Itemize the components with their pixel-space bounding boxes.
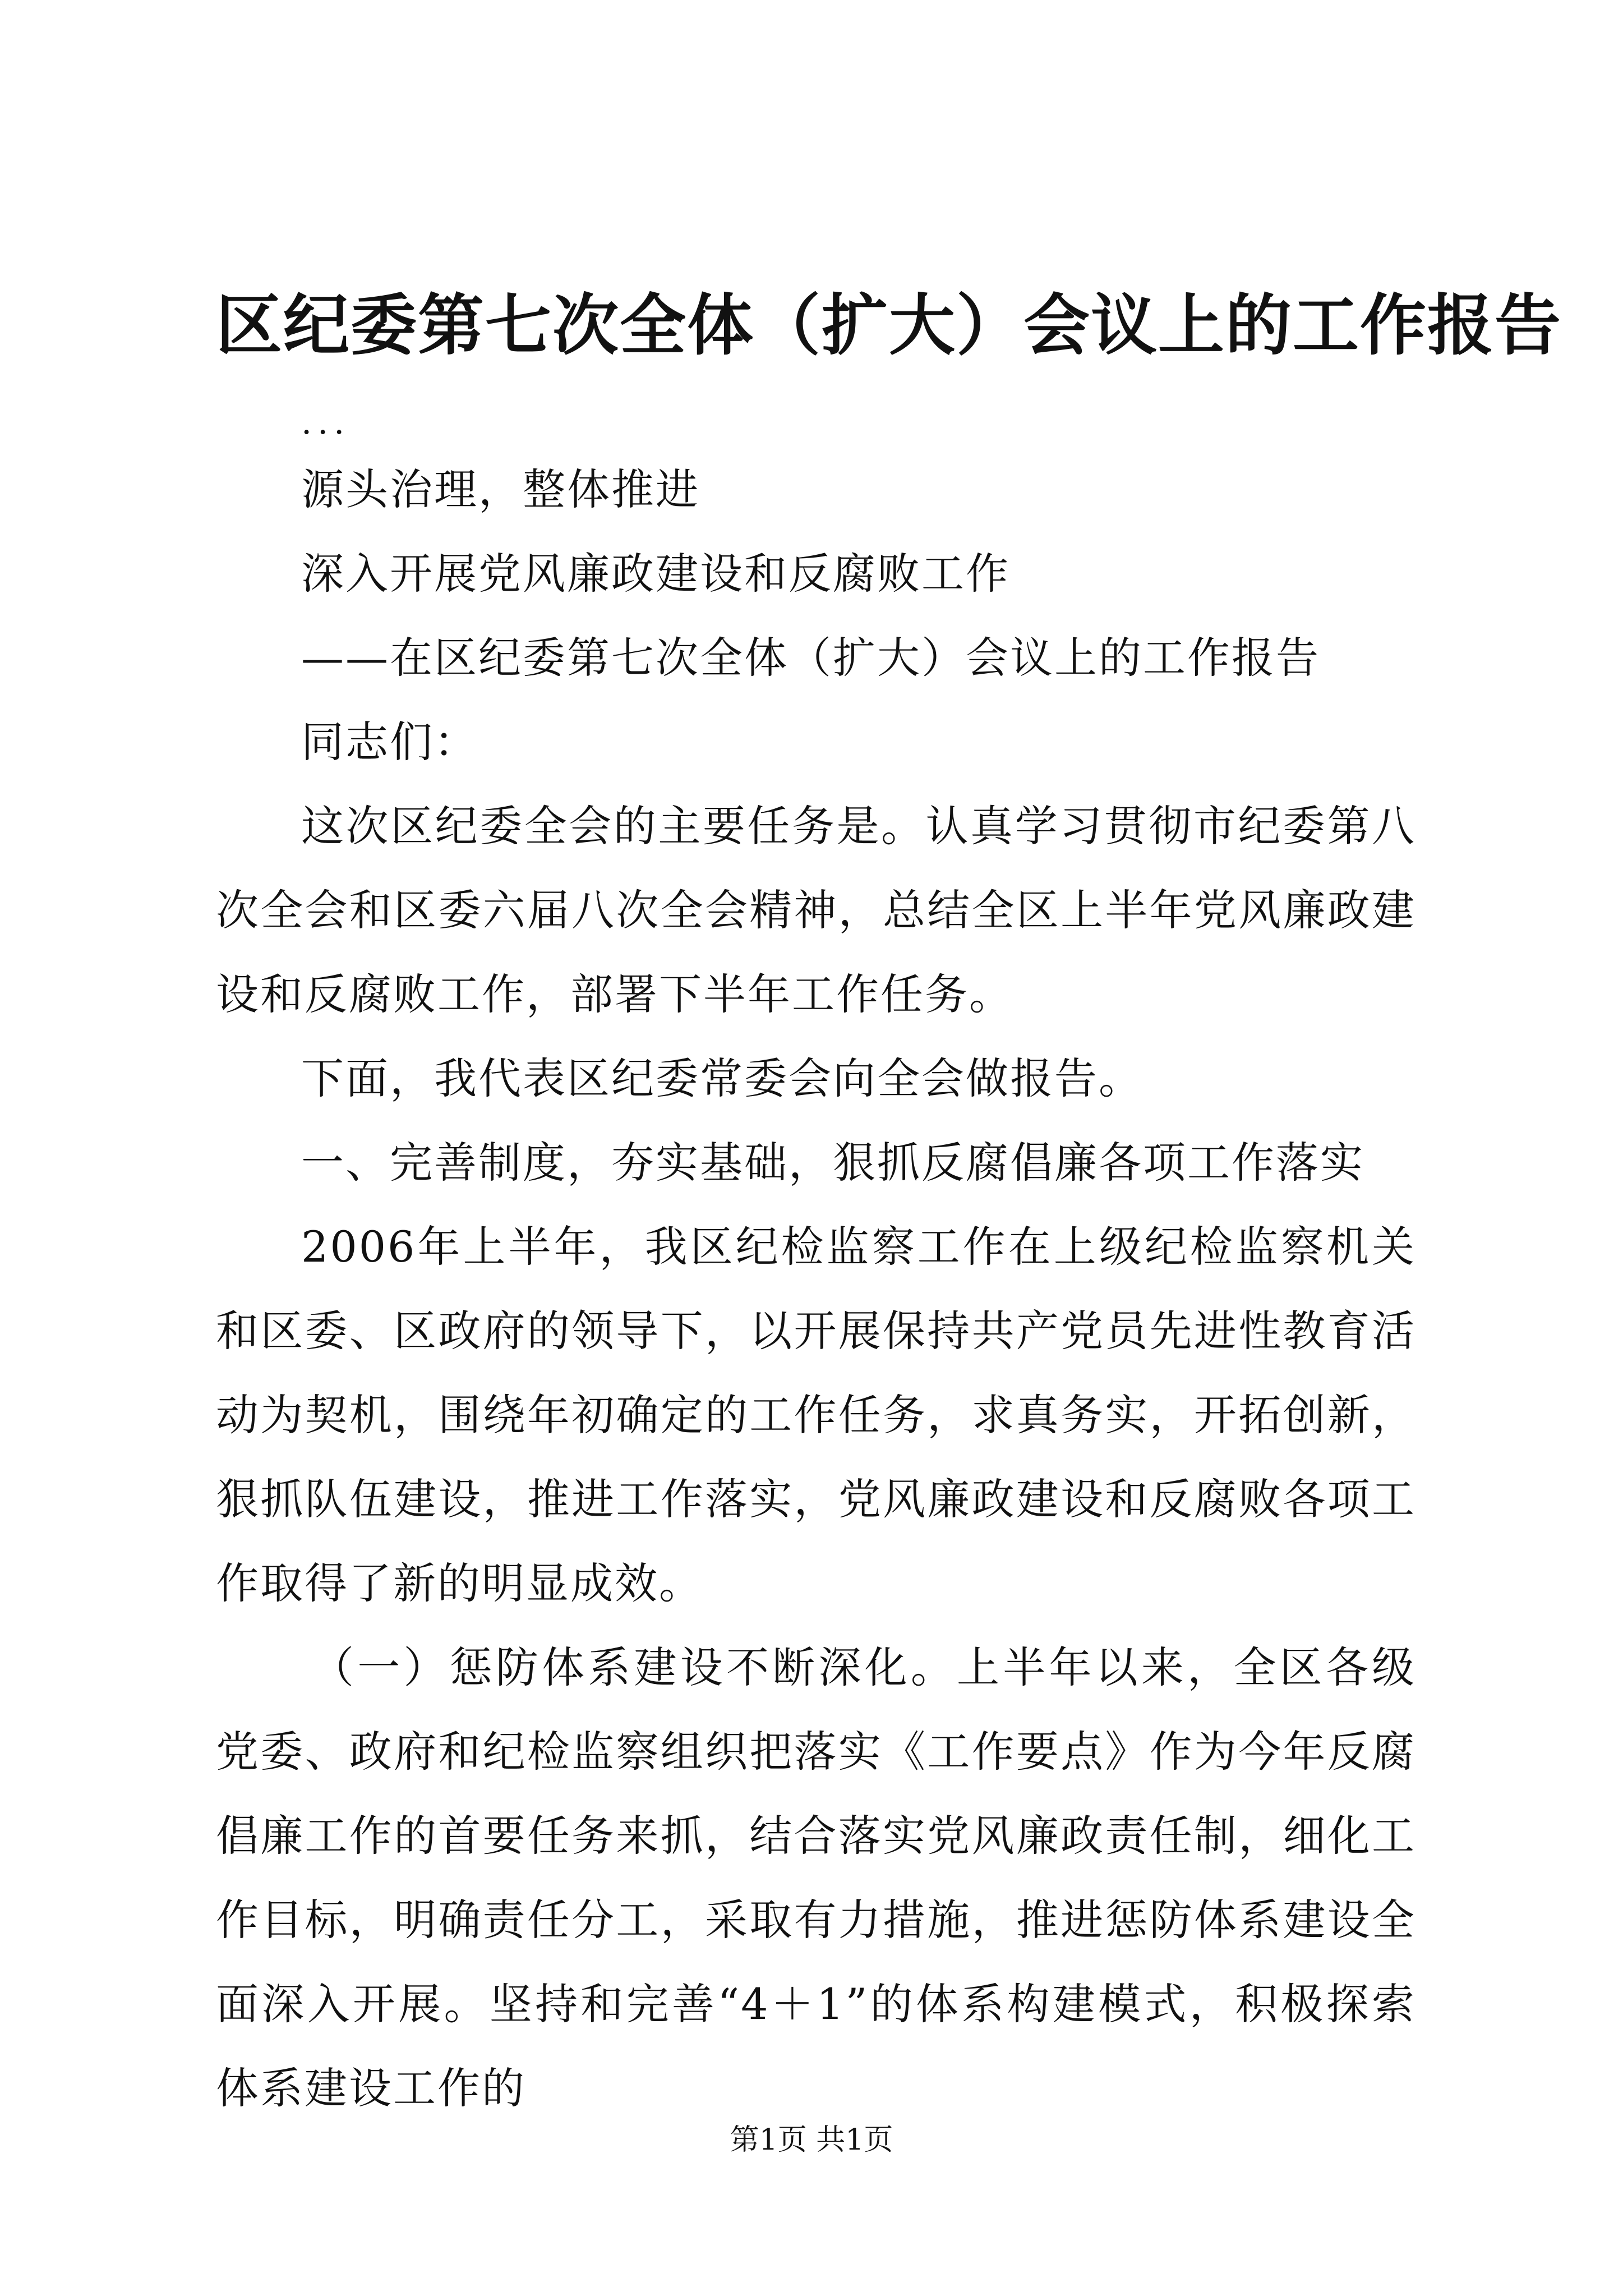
- ellipsis-line: ...: [301, 403, 351, 442]
- paragraph-subtitle-3: ——在区纪委第七次全体（扩大）会议上的工作报告: [301, 633, 1320, 683]
- section-heading: 一、完善制度，夯实基础，狠抓反腐倡廉各项工作落实: [301, 1138, 1364, 1188]
- paragraph-body: 下面，我代表区纪委常委会向全会做报告。: [301, 1053, 1143, 1103]
- paragraph-salutation: 同志们：: [301, 717, 478, 767]
- paragraph-subtitle-2: 深入开展党风廉政建设和反腐败工作: [301, 549, 1010, 599]
- paragraph-subtitle-1: 源头治理，整体推进: [301, 464, 700, 514]
- paragraph-body: 2006年上半年，我区纪检监察工作在上级纪检监察机关和区委、区政府的领导下，以开展保持共产党员先进性教育活动为契机，围绕年初确定的工作任务，求真务实，开拓创新，狠抓队伍建设，推进工作落实，党风廉政建设和反腐败各项工作取得了新的明显成效。: [216, 1222, 1416, 1608]
- paragraph-body: （一）惩防体系建设不断深化。上半年以来，全区各级党委、政府和纪检监察组织把落实《工作要点》作为今年反腐倡廉工作的首要任务来抓，结合落实党风廉政责任制，细化工作目标，明确责任分工，采取有力措施，推进惩防体系建设全面深入开展。坚持和完善“4＋1”的体系构建模式，积极探索体系建设工作的: [216, 1642, 1416, 2113]
- document-title: 区纪委第七次全体（扩大）会议上的工作报告: [216, 286, 1562, 364]
- paragraph-body: 这次区纪委全会的主要任务是。认真学习贯彻市纪委第八次全会和区委六届八次全会精神，总结全区上半年党风廉政建设和反腐败工作，部署下半年工作任务。: [216, 801, 1416, 1019]
- page-footer: 第1页 共1页: [730, 2123, 893, 2157]
- document-body: [216, 397, 1416, 2131]
